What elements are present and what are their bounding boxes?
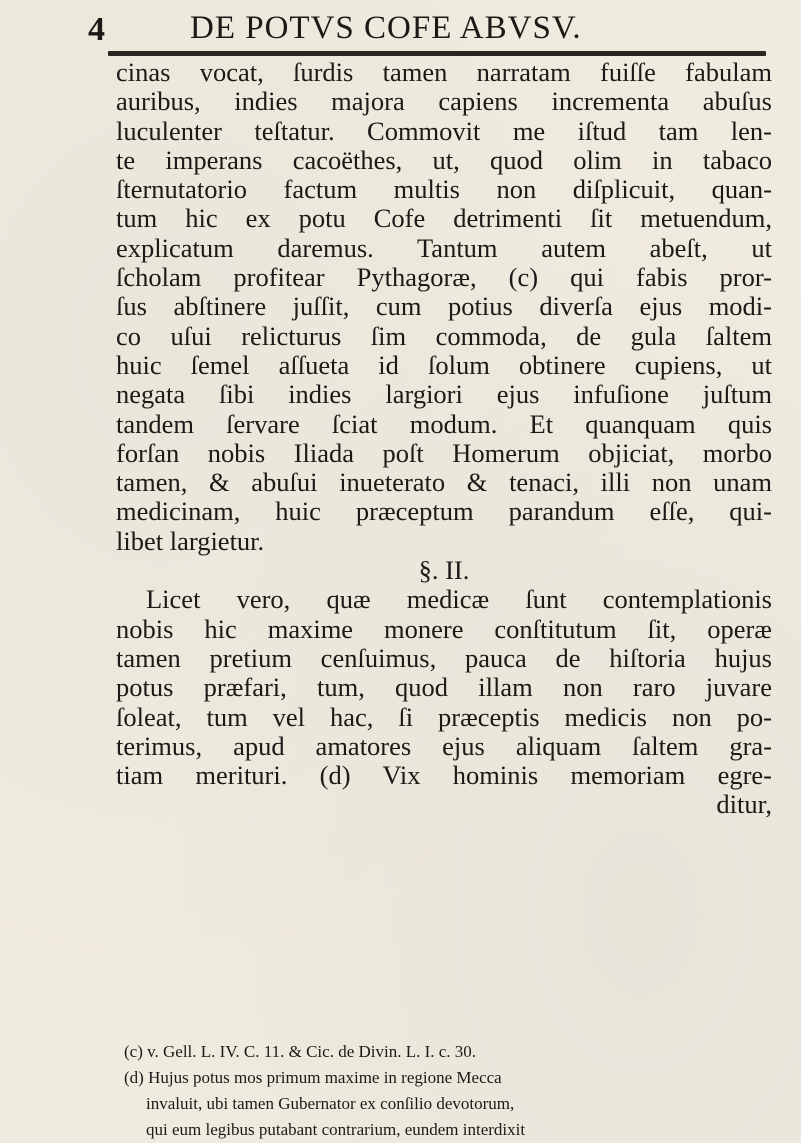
section-mark: §. II. xyxy=(418,555,470,586)
text-line: te imperans cacoëthes, ut, quod olim in tabaco xyxy=(116,144,772,175)
footnote-d: (d) Hujus potus mos primum maxime in regione Mecca xyxy=(124,1068,502,1087)
header-rule xyxy=(108,51,766,56)
text-line: terimus, apud amatores ejus aliquam ſaltem gra- xyxy=(116,730,772,761)
footnote-d-line: qui eum legibus putabant contrarium, eundem interdixit xyxy=(146,1120,526,1139)
text-line: Licet vero, quæ medicæ ſunt contemplationis xyxy=(146,584,772,615)
text-line: ſus abſtinere juſſit, cum potius diverſa ejus modi- xyxy=(116,291,772,322)
text-line: tiam merituri. (d) Vix hominis memoriam egre- xyxy=(116,760,772,791)
text-line: potus præfari, tum, quod illam non raro juvare xyxy=(116,672,772,703)
page-header xyxy=(88,4,768,50)
text-line: forſan nobis Iliada poſt Homerum objiciat, morbo xyxy=(116,437,772,468)
text-line: huic ſemel aſſueta id ſolum obtinere cupiens, ut xyxy=(116,349,772,380)
footnotes xyxy=(116,1039,776,1143)
text-line: nobis hic maxime monere conſtitutum ſit, operæ xyxy=(116,613,772,644)
body-text xyxy=(116,58,772,820)
paragraph-1 xyxy=(116,58,772,556)
text-line: explicatum daremus. Tantum autem abeſt, ut xyxy=(116,232,772,263)
text-line: negata ſibi indies largiori ejus infuſione juſtum xyxy=(116,379,772,410)
text-line: tum hic ex potu Cofe detrimenti ſit metuendum, xyxy=(116,203,772,234)
running-head: DE POTVS COFE ABVSV. xyxy=(190,10,582,46)
paragraph-2 xyxy=(116,585,772,819)
text-line: tamen pretium cenſuimus, pauca de hiſtoria hujus xyxy=(116,642,772,673)
text-line: ſoleat, tum vel hac, ſi præceptis medicis non po- xyxy=(116,701,772,732)
page-number: 4 xyxy=(88,11,105,48)
catchword: ditur, xyxy=(716,789,772,820)
text-line: ſcholam profitear Pythagoræ, (c) qui fabis pror- xyxy=(116,262,772,293)
text-line: tandem ſervare ſciat modum. Et quanquam quis xyxy=(116,408,772,439)
text-line: ſternutatorio factum multis non diſplicuit, quan- xyxy=(116,174,772,205)
text-line: co uſui relicturus ſim commoda, de gula ſaltem xyxy=(116,320,772,351)
text-line: cinas vocat, ſurdis tamen narratam fuiſſe fabulam xyxy=(116,57,772,87)
text-line: libet largietur. xyxy=(116,525,265,556)
footnote-c: (c) v. Gell. L. IV. C. 11. & Cic. de Divin. L. I. c. 30. xyxy=(124,1042,477,1061)
text-line: medicinam, huic præceptum parandum eſſe, qui- xyxy=(116,496,772,527)
text-line: tamen, & abuſui inueterato & tenaci, illi non unam xyxy=(116,467,772,498)
text-line: luculenter teſtatur. Commovit me iſtud tam len- xyxy=(116,115,772,146)
text-line: auribus, indies majora capiens incrementa abuſus xyxy=(116,86,772,117)
footnote-d-line: invaluit, ubi tamen Gubernator ex conſilio devotorum, xyxy=(146,1094,515,1113)
